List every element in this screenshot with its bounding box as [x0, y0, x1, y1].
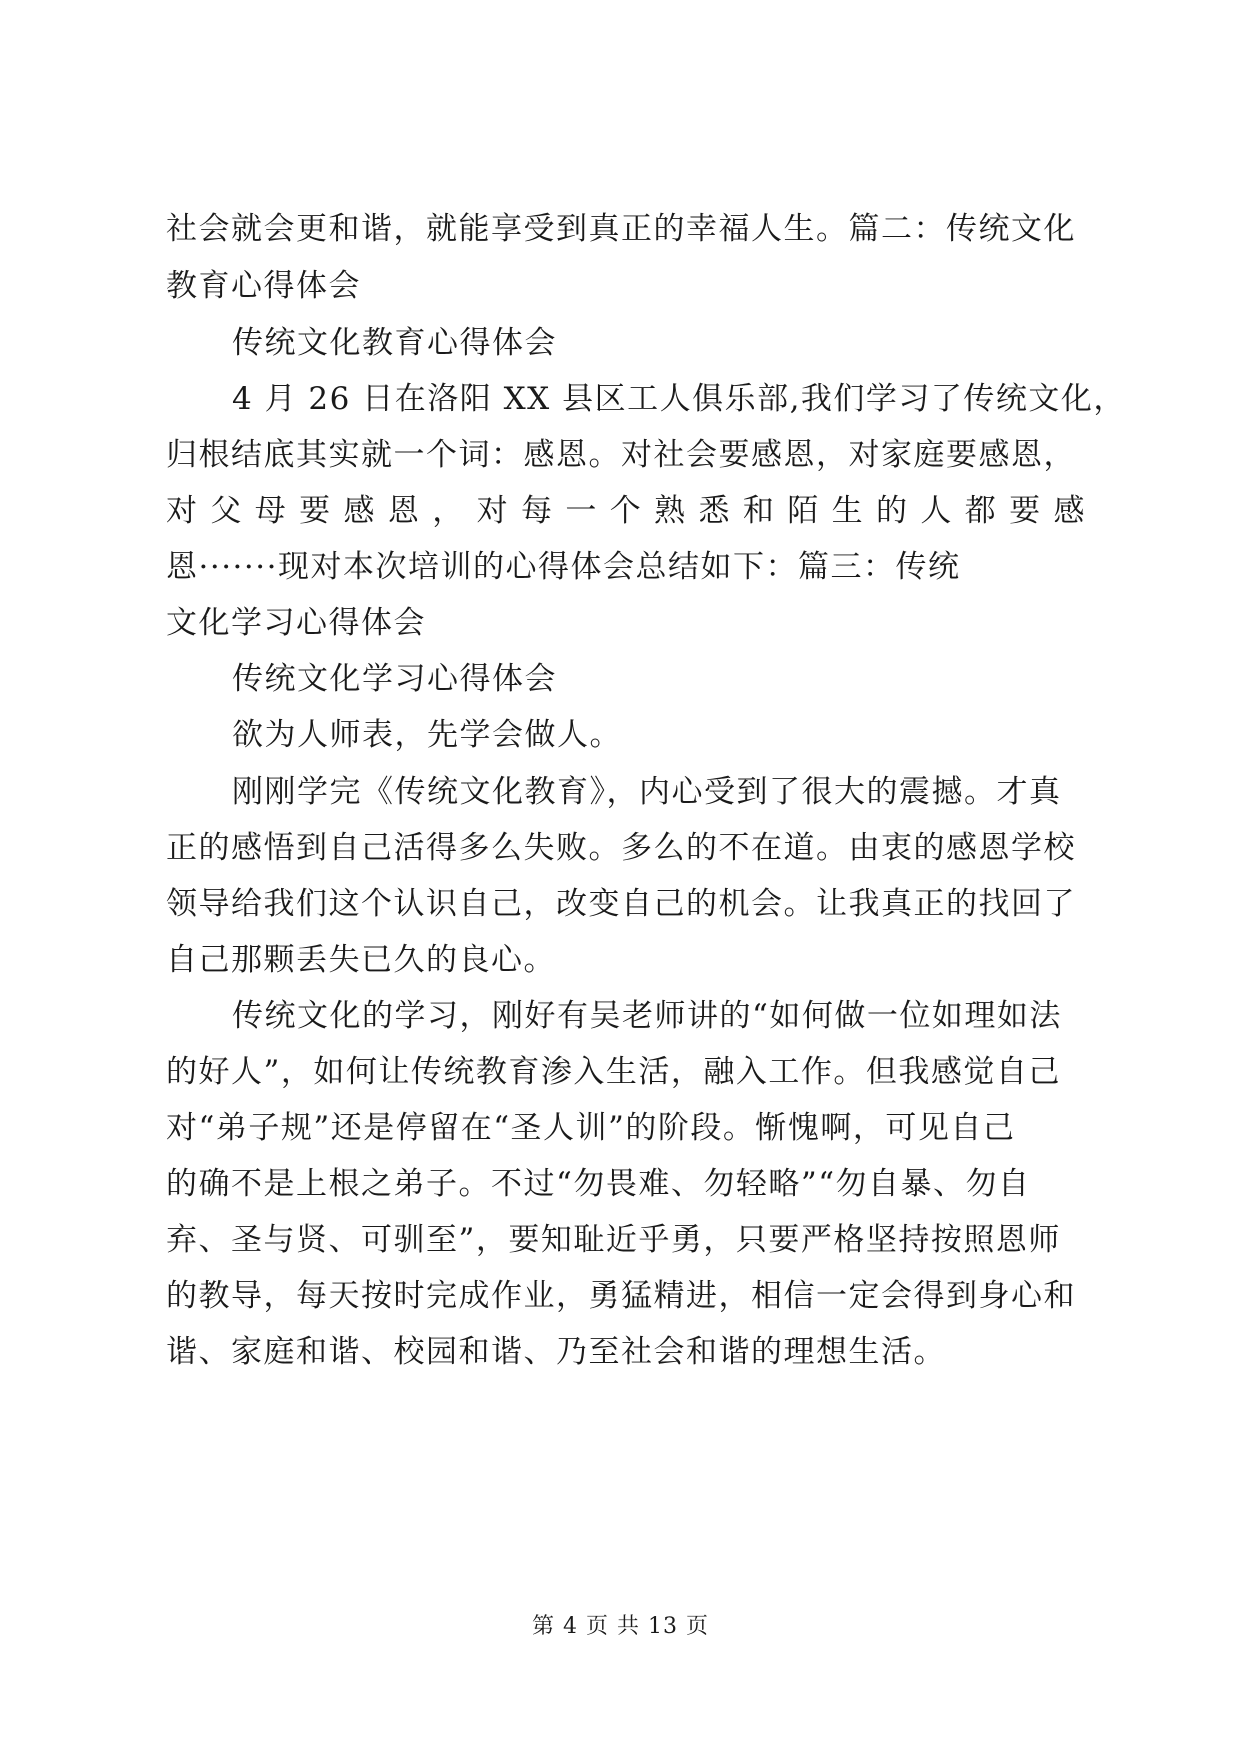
justified-char: 对	[476, 493, 510, 529]
text-line: 弃、圣与贤、可驯至”，要知耻近乎勇，只要严格坚持按照恩师	[166, 1222, 1061, 1258]
justified-char: ，	[432, 493, 465, 529]
text-line: 4 月 26 日在洛阳 XX 县区工人俱乐部,我们学习了传统文化，	[232, 381, 1126, 417]
justified-char: 母	[254, 493, 288, 529]
justified-char: 一	[565, 493, 598, 529]
text-line: 对“弟子规”还是停留在“圣人训”的阶段。惭愧啊，可见自己	[166, 1110, 1016, 1146]
justified-char: 个	[609, 493, 643, 529]
text-line: 教育心得体会	[166, 268, 361, 304]
justified-char: 要	[299, 493, 332, 529]
justified-char: 对	[166, 493, 199, 529]
justified-char: 父	[210, 493, 243, 529]
text-line: 文化学习心得体会	[166, 605, 426, 641]
justified-char: 和	[742, 493, 776, 529]
text-line: 自己那颗丢失已久的良心。	[166, 942, 556, 978]
text-line: 领导给我们这个认识自己，改变自己的机会。让我真正的找回了	[166, 886, 1076, 922]
text-line: 欲为人师表，先学会做人。	[232, 717, 622, 753]
page-number-footer: 第 4 页 共 13 页	[532, 1614, 709, 1639]
text-line: 的教导，每天按时完成作业，勇猛精进，相信一定会得到身心和	[166, 1278, 1076, 1314]
justified-char: 都	[964, 493, 998, 529]
justified-char: 生	[831, 493, 865, 529]
justified-char: 人	[920, 493, 953, 529]
text-line: 正的感悟到自己活得多么失败。多么的不在道。由衷的感恩学校	[166, 830, 1076, 866]
text-line: 谐、家庭和谐、校园和谐、乃至社会和谐的理想生活。	[166, 1334, 946, 1370]
section-heading: 传统文化学习心得体会	[232, 661, 557, 697]
justified-char: 悉	[698, 493, 731, 529]
justified-text-line	[166, 481, 1086, 541]
section-heading: 传统文化教育心得体会	[232, 325, 557, 361]
justified-char: 熟	[654, 493, 687, 529]
justified-char: 感	[1053, 493, 1086, 529]
justified-char: 每	[521, 493, 554, 529]
text-line: 社会就会更和谐，就能享受到真正的幸福人生。篇二：传统文化	[166, 211, 1076, 247]
justified-char: 陌	[787, 493, 820, 529]
text-line: 归根结底其实就一个词：感恩。对社会要感恩，对家庭要感恩，	[166, 437, 1076, 473]
text-line: 的好人”，如何让传统教育渗入生活，融入工作。但我感觉自己	[166, 1054, 1061, 1090]
justified-char: 恩	[387, 493, 421, 529]
justified-char: 要	[1009, 493, 1042, 529]
text-line: 刚刚学完《传统文化教育》，内心受到了很大的震撼。才真	[232, 774, 1062, 810]
text-line: 传统文化的学习，刚好有吴老师讲的“如何做一位如理如法	[232, 998, 1062, 1034]
text-line: 恩·······现对本次培训的心得体会总结如下：篇三：传统	[166, 549, 961, 585]
text-line: 的确不是上根之弟子。不过“勿畏难、勿轻略”“勿自暴、勿自	[166, 1166, 1031, 1202]
justified-char: 的	[876, 493, 909, 529]
justified-char: 感	[343, 493, 376, 529]
